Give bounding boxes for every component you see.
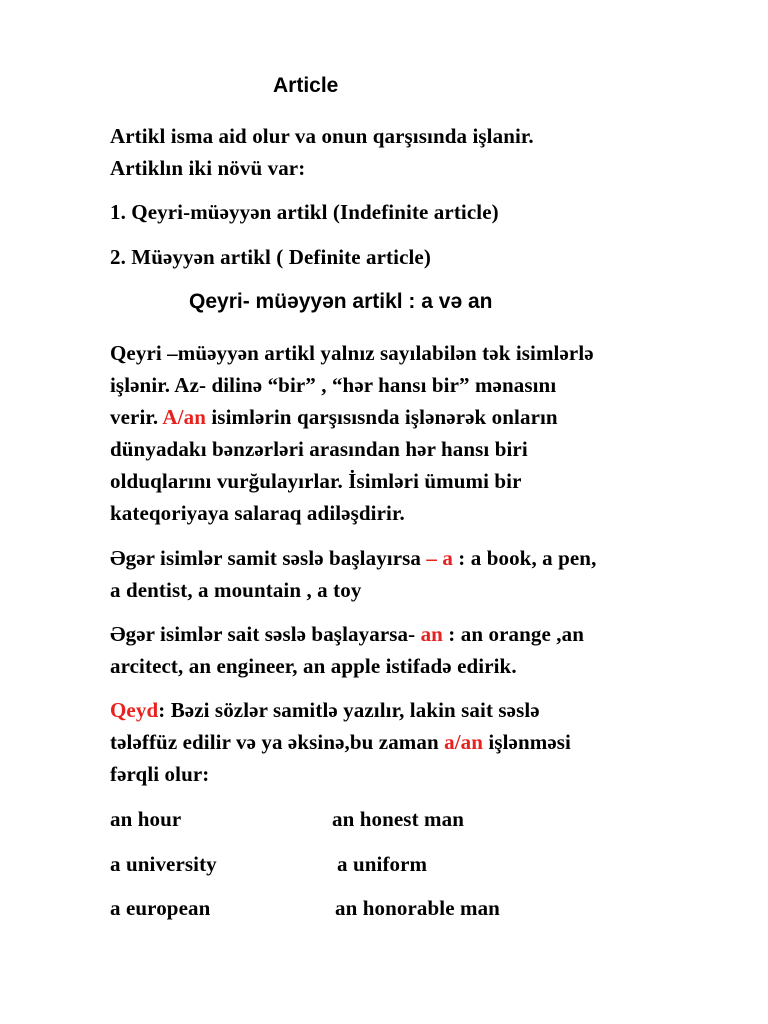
consonant-rule-line-1 [110,542,596,575]
vowel-rule-start: Əgər isimlər sait səslə başlayarsa- [110,622,421,646]
intro-line-2: Artiklın iki növü var: [110,156,306,180]
note-line-3: fərqli olur: [110,762,210,786]
example-right-1: an honest man [332,807,464,831]
article-type-1: 1. Qeyri-müəyyən artikl (Indefinite article) [110,200,499,224]
consonant-rule-end: : a book, a pen, [452,546,597,570]
paragraph1-line-4: dünyadakı bənzərləri arasından hər hansı biri [110,437,528,461]
example-left-3: a european [110,896,211,920]
section-heading: Qeyri- müəyyən artikl : a və an [189,290,493,313]
note-line-2-end: işlənməsi [483,730,571,754]
article-type-2: 2. Müəyyən artikl ( Definite article) [110,245,431,269]
intro-line-1: Artikl isma aid olur va onun qarşısında işlanir. [110,124,534,148]
example-left-2: a university [110,852,217,876]
vowel-rule-line-2: arcitect, an engineer, an apple istifadə edirik. [110,654,517,678]
note-label: Qeyd [110,698,159,722]
highlight-note-a-an: a/an [444,730,484,754]
paragraph1-line-3-end: isimlərin qarşısısnda işlənərək onların [206,405,558,429]
example-right-2: a uniform [337,852,428,876]
example-right-3: an honorable man [335,896,500,920]
note-line-2-start: tələffüz edilir və ya əksinə,bu zaman [110,730,445,754]
paragraph1-line-3 [110,401,558,434]
note-line-2 [110,726,571,759]
highlight-a: – a [426,546,453,570]
consonant-rule-line-2: a dentist, a mountain , a toy [110,578,362,602]
paragraph1-line-2: işlənir. Az- dilinə “bir” , “hər hansı bir” mənasını [110,373,557,397]
consonant-rule-start: Əgər isimlər samit səslə başlayırsa [110,546,427,570]
paragraph1-line-3-start: verir. [110,405,163,429]
paragraph1-line-5: olduqlarını vurğulayırlar. İsimləri ümumi bir [110,469,522,493]
highlight-an: an [420,622,443,646]
highlight-a-an: A/an [162,405,207,429]
vowel-rule-line-1 [110,618,584,651]
note-line-1-text: : Bəzi sözlər samitlə yazılır, lakin sait səslə [158,698,540,722]
example-left-1: an hour [110,807,182,831]
page-title: Article [273,74,339,97]
paragraph1-line-1: Qeyri –müəyyən artikl yalnız sayılabilən tək isimlərlə [110,341,594,365]
vowel-rule-end: : an orange ,an [442,622,584,646]
note-line-1 [110,694,540,727]
paragraph1-line-6: kateqoriyaya salaraq adiləşdirir. [110,501,405,525]
